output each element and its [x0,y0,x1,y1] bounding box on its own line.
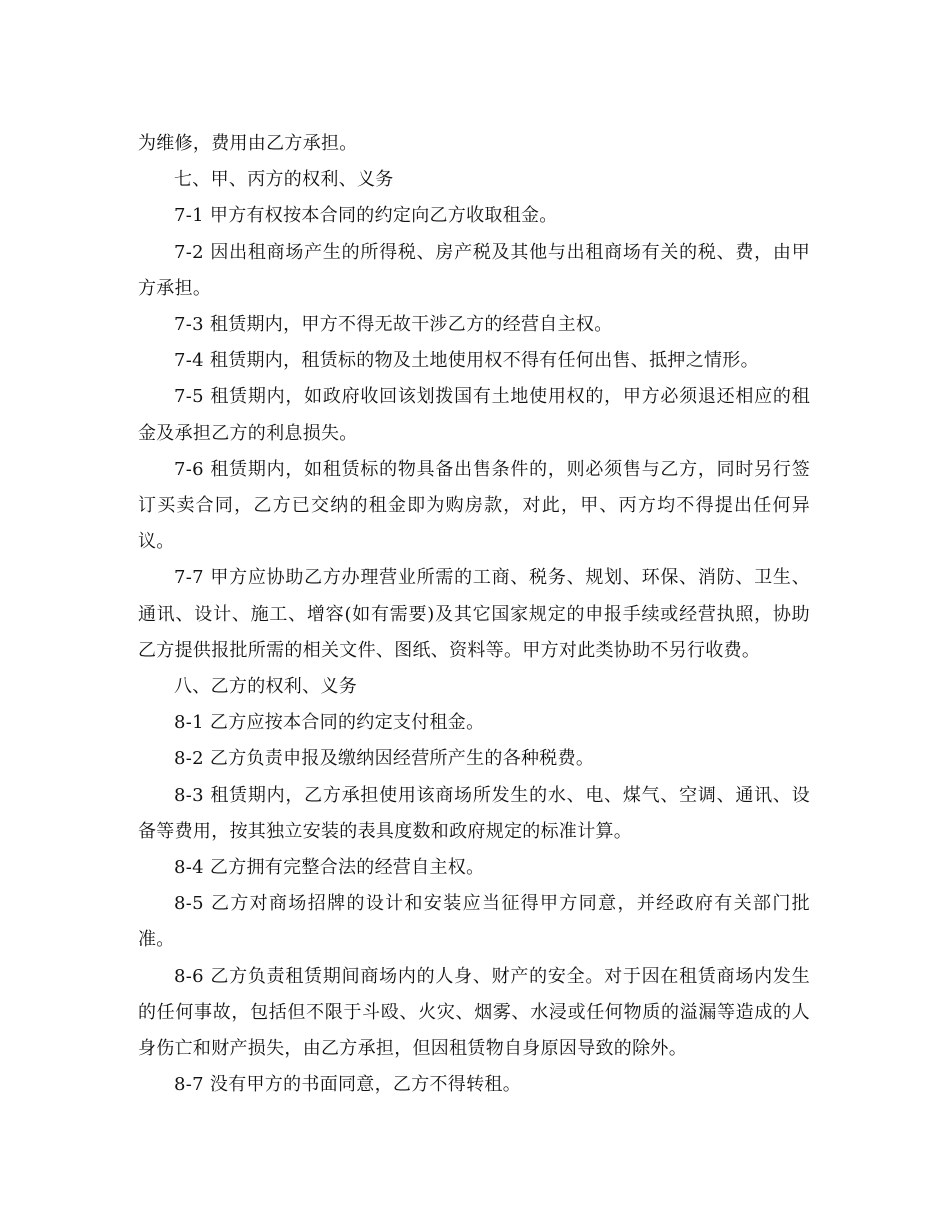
clause-7-6: 7-6 租赁期内，如租赁标的物具备出售条件的，则必须售与乙方，同时另行签订买卖合同，乙方已交纳的租金即为购房款，对此，甲、丙方均不得提出任何异议。 [138,458,810,553]
clause-8-2: 8-2 乙方负责申报及缴纳因经营所产生的各种税费。 [174,748,595,770]
clause-8-5: 8-5 乙方对商场招牌的设计和安装应当征得甲方同意，并经政府有关部门批准。 [138,893,810,951]
paragraph-continuation: 为维修，费用由乙方承担。 [138,133,358,154]
clause-7-7: 7-7 甲方应协助乙方办理营业所需的工商、税务、规划、环保、消防、卫生、通讯、设计、施工、增容(如有需要)及其它国家规定的申报手续或经营执照，协助乙方提供报批所需的相关文件、图纸、资料等。甲方对此类协助不另行收费。 [138,567,810,661]
clause-8-6: 8-6 乙方负责租赁期间商场内的人身、财产的安全。对于因在租赁商场内发生的任何事故，包括但不限于斗殴、火灾、烟雾、水浸或任何物质的溢漏等造成的人身伤亡和财产损失，由乙方承担，但因租赁物自身原因导致的除外。 [138,965,810,1060]
clause-8-4: 8-4 乙方拥有完整合法的经营自主权。 [174,857,485,879]
document-body [138,126,810,1103]
clause-8-7: 8-7 没有甲方的书面同意，乙方不得转租。 [174,1074,522,1096]
clause-8-1: 8-1 乙方应按本合同的约定支付租金。 [174,712,485,734]
clause-7-1: 7-1 甲方有权按本合同的约定向乙方收取租金。 [174,205,558,227]
section-heading-7: 七、甲、丙方的权利、义务 [174,169,394,191]
section-heading-8: 八、乙方的权利、义务 [174,676,357,698]
clause-7-5: 7-5 租赁期内，如政府收回该划拨国有土地使用权的，甲方必须退还相应的租金及承担乙方的利息损失。 [138,386,810,444]
clause-8-3: 8-3 租赁期内，乙方承担使用该商场所发生的水、电、煤气、空调、通讯、设备等费用，按其独立安装的表具度数和政府规定的标准计算。 [138,784,810,842]
clause-7-3: 7-3 租赁期内，甲方不得无故干涉乙方的经营自主权。 [174,314,613,336]
clause-7-2: 7-2 因出租商场产生的所得税、房产税及其他与出租商场有关的税、费，由甲方承担。 [138,241,810,299]
clause-7-4: 7-4 租赁期内，租赁标的物及土地使用权不得有任何出售、抵押之情形。 [174,350,759,372]
